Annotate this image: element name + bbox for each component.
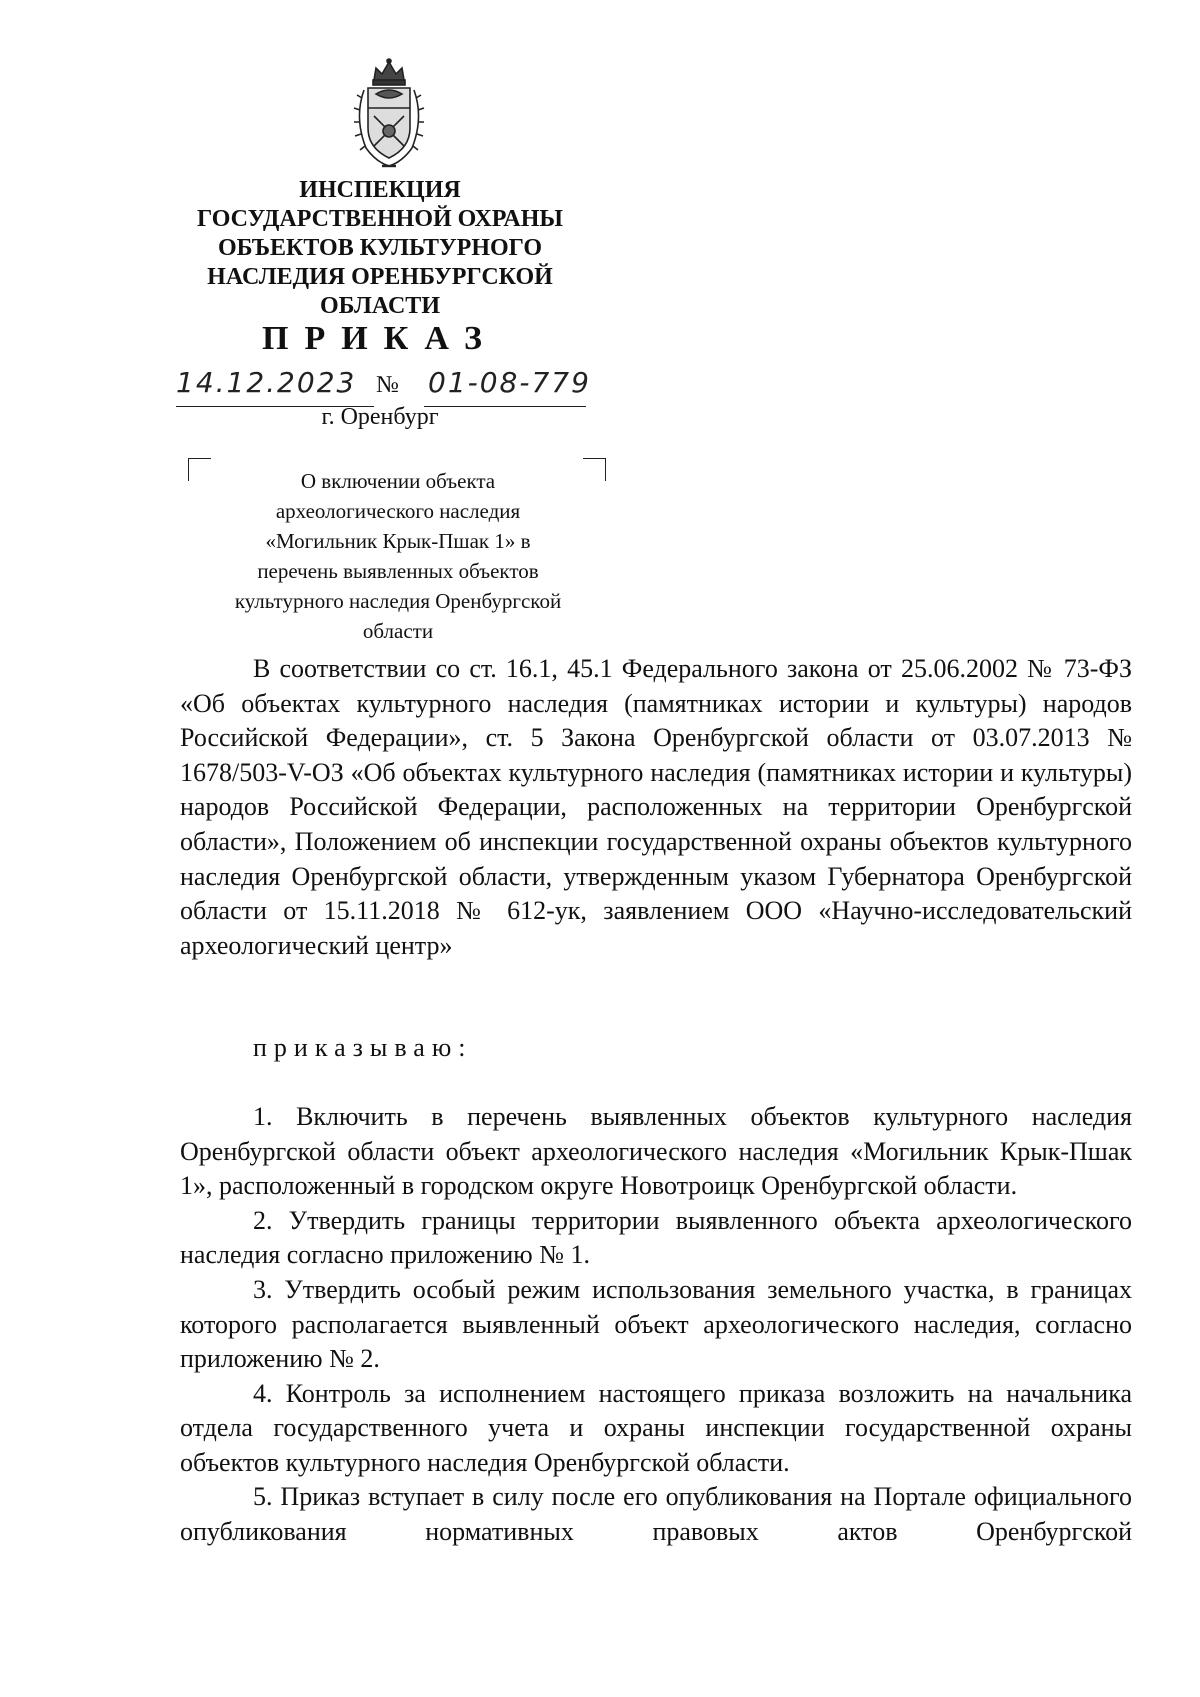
city: г. Оренбург <box>321 404 439 430</box>
issuer-header-line: ИНСПЕКЦИЯ <box>299 177 461 203</box>
coat-of-arms-emblem <box>346 58 432 172</box>
order-item: 3. Утвердить особый режим использования земельного участка, в границах которого располагается выявленный объект археологического наследия, согласно приложению № 2. <box>180 1274 1132 1374</box>
order-item: 1. Включить в перечень выявленных объектов культурного наследия Оренбургской области объект археологического наследия «Могильник Крык-Пшак 1», расположенный в городском округе Новотроицк Оренбургской области. <box>180 1101 1132 1201</box>
issuer-header-line: ОБЪЕКТОВ КУЛЬТУРНОГО <box>217 235 543 261</box>
preamble-paragraph: В соответствии со ст. 16.1, 45.1 Федерального закона от 25.06.2002 № 73-ФЗ «Об объектах культурного наследия (памятниках истории и культуры) народов Российской Федерации», ст. 5 Закона Оренбургской области от 03.07.2013 № 1678/503-V-ОЗ «Об объектах культурного наследия (памятниках истории и культуры) народов Российской Федерации, расположенных на территории Оренбургской области», Положением об инспекции государственной охраны объектов культурного наследия Оренбургской области, утвержденным указом Губернатора Оренбургской области от 15.11.2018 № 612-ук, заявлением ООО «Научно-исследовательский археологический центр» <box>180 654 1132 960</box>
subject-line: культурного наследия Оренбургской <box>234 589 562 613</box>
order-item: 4. Контроль за исполнением настоящего приказа возложить на начальника отдела государственного учета и охраны инспекции государственной охраны объектов культурного наследия Оренбургской области. <box>180 1378 1132 1477</box>
issuer-header <box>170 176 590 321</box>
order-item: 5. Приказ вступает в силу после его опубликования на Портале официального опубликования нормативных правовых актов Оренбургской <box>180 1482 1132 1547</box>
order-date-number-line <box>176 362 616 408</box>
order-date: 14.12.2023 <box>176 366 357 399</box>
subject-line: «Могильник Крык-Пшак 1» в <box>265 529 531 553</box>
order-body <box>180 652 1132 1550</box>
order-number: 01-08-779 <box>428 366 591 399</box>
subject-line: О включении объекта <box>300 469 496 493</box>
order-subject <box>188 466 608 646</box>
subject-line: археологического наследия <box>275 499 521 523</box>
issuer-header-line: ОБЛАСТИ <box>320 293 440 319</box>
order-title: ПРИКАЗ <box>262 320 498 357</box>
order-item: 2. Утвердить границы территории выявленного объекта археологического наследия согласно приложению № 1. <box>180 1205 1132 1270</box>
issuer-header-line: ГОСУДАРСТВЕННОЙ ОХРАНЫ <box>197 206 563 232</box>
number-sign: № <box>376 372 399 398</box>
ordering-word: приказываю: <box>253 1033 473 1063</box>
subject-line: области <box>362 619 434 643</box>
subject-line: перечень выявленных объектов <box>257 559 539 583</box>
issuer-header-line: НАСЛЕДИЯ ОРЕНБУРГСКОЙ <box>207 264 553 290</box>
